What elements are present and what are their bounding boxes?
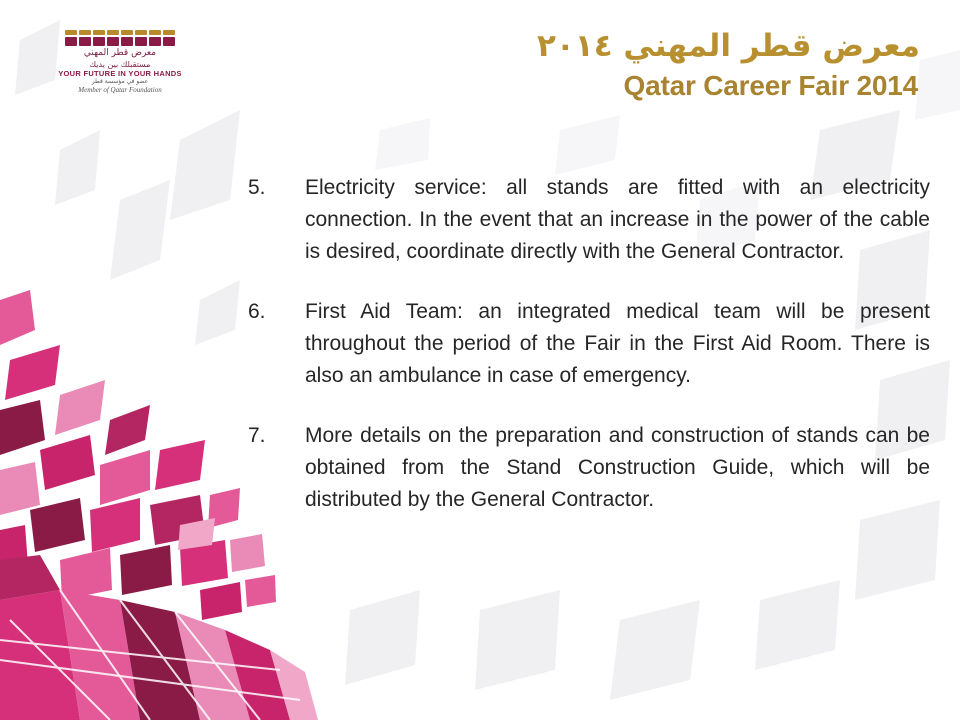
list-item-text: First Aid Team: an integrated medical team will be present throughout the period of the Fair in the First Aid Room. There is also an ambulance in case of emergency. [305, 300, 930, 387]
list-item [248, 172, 930, 268]
title-arabic: معرض قطر المهني ٢٠١٤ [536, 28, 920, 64]
content-list [248, 172, 930, 544]
logo-arabic-name: معرض قطر المهني [83, 48, 157, 58]
logo-figures [50, 37, 190, 46]
logo-member-text: Member of Qatar Foundation [78, 86, 162, 94]
logo-arabic-member: عضو في مؤسسة قطر [91, 78, 149, 85]
logo-tagline: YOUR FUTURE IN YOUR HANDS [58, 69, 182, 78]
list-item-number: 6. [248, 300, 266, 323]
list-item [248, 420, 930, 516]
list-item-text: Electricity service: all stands are fitted with an electricity connection. In the event that an increase in the power of the cable is desired, coordinate directly with the General Contractor. [305, 176, 930, 263]
list-item [248, 296, 930, 392]
logo-top-strip [50, 30, 190, 35]
list-item-number: 7. [248, 424, 266, 447]
list-item-text: More details on the preparation and construction of stands can be obtained from the Stand Construction Guide, which will be distributed by the General Contractor. [305, 424, 930, 511]
title-english: Qatar Career Fair 2014 [623, 70, 918, 101]
logo-arabic-tagline: مستقبلك بين يديك [89, 60, 151, 69]
qatar-career-fair-logo [50, 30, 190, 100]
list-item-number: 5. [248, 176, 266, 199]
